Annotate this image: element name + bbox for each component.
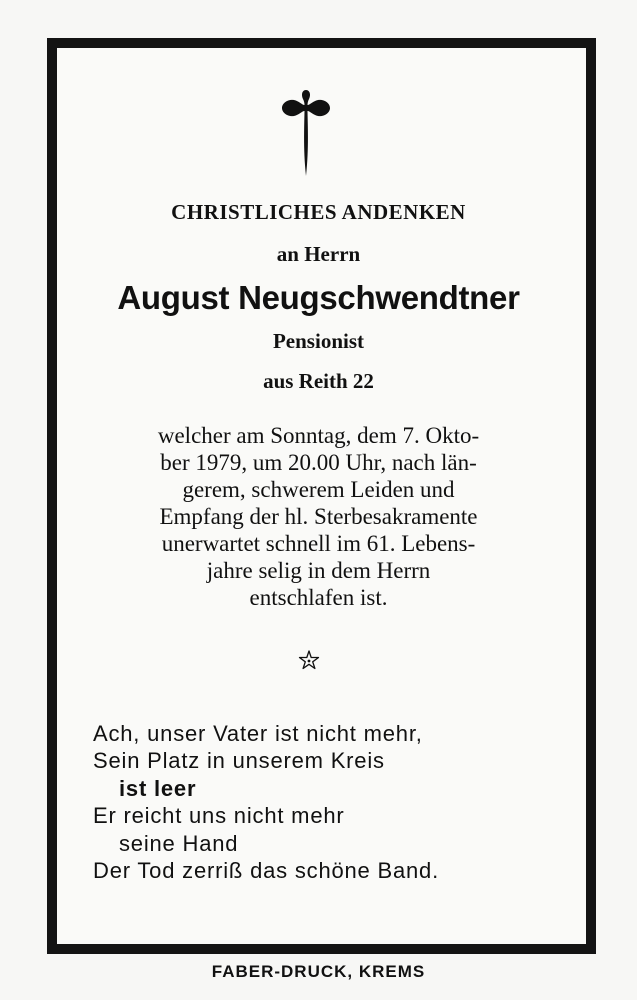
origin: aus Reith 22 xyxy=(263,369,374,393)
text-line: gerem, schwerem Leiden und xyxy=(182,477,455,502)
memorial-poem xyxy=(93,720,439,884)
death-notice-text xyxy=(72,422,565,611)
text-line: unerwartet schnell im 61. Lebens- xyxy=(161,531,476,556)
card-heading: CHRISTLICHES ANDENKEN xyxy=(171,200,466,224)
text-line: Empfang der hl. Sterbesakramente xyxy=(159,504,478,529)
salutation: an Herrn xyxy=(276,242,361,266)
text-line: entschlafen ist. xyxy=(249,585,388,610)
poem-line: Der Tod zerriß das schöne Band. xyxy=(93,858,440,884)
text-line: jahre selig in dem Herrn xyxy=(206,558,431,583)
poem-line: Ach, unser Vater ist nicht mehr, xyxy=(93,721,423,746)
poem-line: ist leer xyxy=(119,775,197,801)
deceased-name: August Neugschwendtner xyxy=(117,279,520,316)
text-line: ber 1979, um 20.00 Uhr, nach län- xyxy=(160,450,477,475)
poem-line: Er reicht uns nicht mehr xyxy=(93,803,345,829)
poem-line: Sein Platz in unserem Kreis xyxy=(93,748,385,774)
cross-icon xyxy=(280,88,332,178)
poem-line: seine Hand xyxy=(119,830,239,856)
printer-imprint: FABER-DRUCK, KREMS xyxy=(211,962,426,981)
occupation: Pensionist xyxy=(272,329,364,353)
star-icon xyxy=(298,650,320,672)
text-line: welcher am Sonntag, dem 7. Okto- xyxy=(157,423,480,448)
